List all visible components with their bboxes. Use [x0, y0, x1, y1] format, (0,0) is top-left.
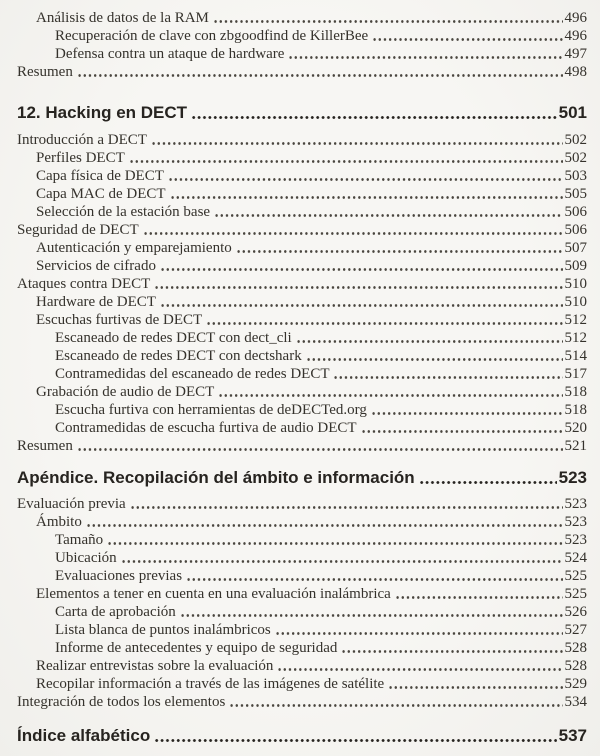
toc-entry-label: Elementos a tener en cuenta en una evaluación inalámbrica — [36, 586, 391, 602]
toc-entry — [17, 693, 587, 711]
toc-entry-page-number: 510 — [564, 294, 587, 310]
dot-leader — [288, 45, 562, 63]
dot-leader — [306, 347, 563, 365]
dot-leader — [275, 621, 563, 639]
toc-entry — [17, 365, 587, 383]
toc-entry-label: Grabación de audio de DECT — [36, 384, 215, 400]
toc-entry-page-number: 524 — [564, 550, 587, 566]
toc-entry-page-number: 518 — [564, 402, 587, 418]
dot-leader — [361, 419, 563, 437]
dot-leader — [77, 63, 563, 81]
dot-leader — [388, 675, 562, 693]
dot-leader — [143, 221, 563, 239]
toc-entry-label: Servicios de cifrado — [36, 258, 156, 274]
toc-entry — [17, 27, 587, 45]
toc-entry-page-number: 502 — [564, 132, 587, 148]
toc-entry — [17, 101, 587, 124]
toc-entry — [17, 495, 587, 513]
toc-entry-label: Escaneado de redes DECT con dect_cli — [55, 330, 292, 346]
dot-leader — [206, 311, 562, 329]
dot-leader — [186, 567, 562, 585]
toc-entry-label: Contramedidas de escucha furtiva de audio DECT — [55, 420, 357, 436]
toc-entry — [17, 401, 587, 419]
toc-entry-page-number: 523 — [558, 468, 587, 487]
toc-entry-page-number: 523 — [564, 496, 587, 512]
toc-entry-page-number: 498 — [564, 64, 587, 80]
toc-entry-label: Evaluaciones previas — [55, 568, 183, 584]
dot-leader — [277, 657, 562, 675]
toc-entry — [17, 549, 587, 567]
toc-entry-label: Seguridad de DECT — [17, 222, 139, 238]
toc-entry-page-number: 514 — [564, 348, 587, 364]
toc-entry — [17, 603, 587, 621]
toc-entry-page-number: 509 — [564, 258, 587, 274]
toc-entry — [17, 131, 587, 149]
table-of-contents — [17, 9, 587, 747]
dot-leader — [180, 603, 563, 621]
toc-entry-page-number: 528 — [564, 658, 587, 674]
toc-entry-page-number: 501 — [558, 103, 587, 122]
toc-entry-label: Autenticación y emparejamiento — [36, 240, 232, 256]
toc-entry-page-number: 523 — [564, 514, 587, 530]
dot-leader — [229, 693, 562, 711]
dot-leader — [86, 513, 563, 531]
dot-leader — [130, 495, 563, 513]
toc-entry-page-number: 496 — [564, 10, 587, 26]
toc-entry-page-number: 502 — [564, 150, 587, 166]
dot-leader — [151, 131, 563, 149]
dot-leader — [333, 365, 562, 383]
toc-entry-label: Ataques contra DECT — [17, 276, 151, 292]
toc-entry — [17, 311, 587, 329]
dot-leader — [121, 549, 563, 567]
toc-entry-page-number: 518 — [564, 384, 587, 400]
dot-leader — [129, 149, 563, 167]
toc-entry-page-number: 510 — [564, 276, 587, 292]
toc-entry-page-number: 506 — [564, 222, 587, 238]
dot-leader — [191, 101, 557, 124]
toc-entry — [17, 221, 587, 239]
toc-entry — [17, 724, 587, 747]
toc-entry-label: Recopilar información a través de las imágenes de satélite — [36, 676, 385, 692]
toc-entry-page-number: 525 — [564, 568, 587, 584]
toc-entry-page-number: 506 — [564, 204, 587, 220]
toc-entry-page-number: 520 — [564, 420, 587, 436]
toc-entry-label: Informe de antecedentes y equipo de seguridad — [55, 640, 338, 656]
toc-entry-label: Realizar entrevistas sobre la evaluación — [36, 658, 274, 674]
dot-leader — [77, 437, 563, 455]
dot-leader — [372, 27, 562, 45]
toc-entry-page-number: 517 — [564, 366, 587, 382]
toc-entry-label: 12. Hacking en DECT — [17, 103, 188, 122]
dot-leader — [213, 9, 563, 27]
toc-entry-label: Ubicación — [55, 550, 117, 566]
toc-entry-page-number: 496 — [564, 28, 587, 44]
dot-leader — [218, 383, 562, 401]
toc-entry — [17, 437, 587, 455]
toc-entry-label: Capa MAC de DECT — [36, 186, 166, 202]
toc-entry — [17, 466, 587, 489]
toc-entry — [17, 45, 587, 63]
toc-entry-page-number: 521 — [564, 438, 587, 454]
toc-entry — [17, 293, 587, 311]
toc-entry — [17, 9, 587, 27]
toc-entry-label: Perfiles DECT — [36, 150, 125, 166]
toc-entry — [17, 63, 587, 81]
toc-entry-label: Capa física de DECT — [36, 168, 164, 184]
toc-entry — [17, 419, 587, 437]
dot-leader — [154, 275, 562, 293]
toc-entry — [17, 567, 587, 585]
toc-entry-page-number: 512 — [564, 312, 587, 328]
dot-leader — [160, 257, 563, 275]
dot-leader — [154, 724, 556, 747]
toc-entry-label: Evaluación previa — [17, 496, 126, 512]
toc-entry-page-number: 512 — [564, 330, 587, 346]
toc-entry-label: Introducción a DECT — [17, 132, 147, 148]
toc-entry — [17, 167, 587, 185]
dot-leader — [160, 293, 563, 311]
toc-entry-page-number: 497 — [564, 46, 587, 62]
toc-entry-page-number: 528 — [564, 640, 587, 656]
toc-entry — [17, 239, 587, 257]
toc-entry-label: Escuchas furtivas de DECT — [36, 312, 203, 328]
toc-entry-label: Integración de todos los elementos — [17, 694, 226, 710]
toc-entry-label: Tamaño — [55, 532, 104, 548]
toc-entry-label: Lista blanca de puntos inalámbricos — [55, 622, 271, 638]
toc-entry-label: Carta de aprobación — [55, 604, 176, 620]
toc-entry-page-number: 505 — [564, 186, 587, 202]
toc-entry — [17, 257, 587, 275]
dot-leader — [395, 585, 563, 603]
toc-entry-label: Contramedidas del escaneado de redes DECT — [55, 366, 330, 382]
dot-leader — [296, 329, 563, 347]
dot-leader — [341, 639, 562, 657]
toc-entry — [17, 657, 587, 675]
toc-entry-page-number: 529 — [564, 676, 587, 692]
toc-entry-label: Ámbito — [36, 514, 82, 530]
toc-entry-page-number: 507 — [564, 240, 587, 256]
toc-entry — [17, 149, 587, 167]
toc-entry — [17, 347, 587, 365]
toc-entry-label: Análisis de datos de la RAM — [36, 10, 209, 26]
dot-leader — [419, 466, 557, 489]
dot-leader — [170, 185, 563, 203]
dot-leader — [371, 401, 563, 419]
toc-entry — [17, 675, 587, 693]
toc-entry-label: Índice alfabético — [17, 726, 151, 745]
toc-entry-page-number: 503 — [564, 168, 587, 184]
toc-entry — [17, 329, 587, 347]
toc-entry-page-number: 537 — [558, 726, 587, 745]
toc-entry — [17, 275, 587, 293]
toc-entry — [17, 531, 587, 549]
toc-entry-label: Defensa contra un ataque de hardware — [55, 46, 285, 62]
toc-entry-label: Escucha furtiva con herramientas de deDECTed.org — [55, 402, 367, 418]
toc-entry-page-number: 525 — [564, 586, 587, 602]
toc-entry — [17, 621, 587, 639]
toc-entry-label: Escaneado de redes DECT con dectshark — [55, 348, 302, 364]
toc-entry-label: Resumen — [17, 438, 73, 454]
dot-leader — [236, 239, 563, 257]
toc-entry-page-number: 534 — [564, 694, 587, 710]
toc-entry — [17, 203, 587, 221]
dot-leader — [168, 167, 563, 185]
toc-entry-label: Recuperación de clave con zbgoodfind de KillerBee — [55, 28, 369, 44]
toc-entry — [17, 585, 587, 603]
toc-entry-label: Resumen — [17, 64, 73, 80]
toc-entry-label: Selección de la estación base — [36, 204, 211, 220]
toc-entry-page-number: 526 — [564, 604, 587, 620]
toc-entry — [17, 639, 587, 657]
toc-entry — [17, 185, 587, 203]
dot-leader — [107, 531, 562, 549]
toc-entry-page-number: 527 — [564, 622, 587, 638]
toc-entry — [17, 383, 587, 401]
toc-entry-page-number: 523 — [564, 532, 587, 548]
toc-entry-label: Hardware de DECT — [36, 294, 156, 310]
dot-leader — [214, 203, 562, 221]
toc-entry — [17, 513, 587, 531]
toc-entry-label: Apéndice. Recopilación del ámbito e información — [17, 468, 415, 487]
